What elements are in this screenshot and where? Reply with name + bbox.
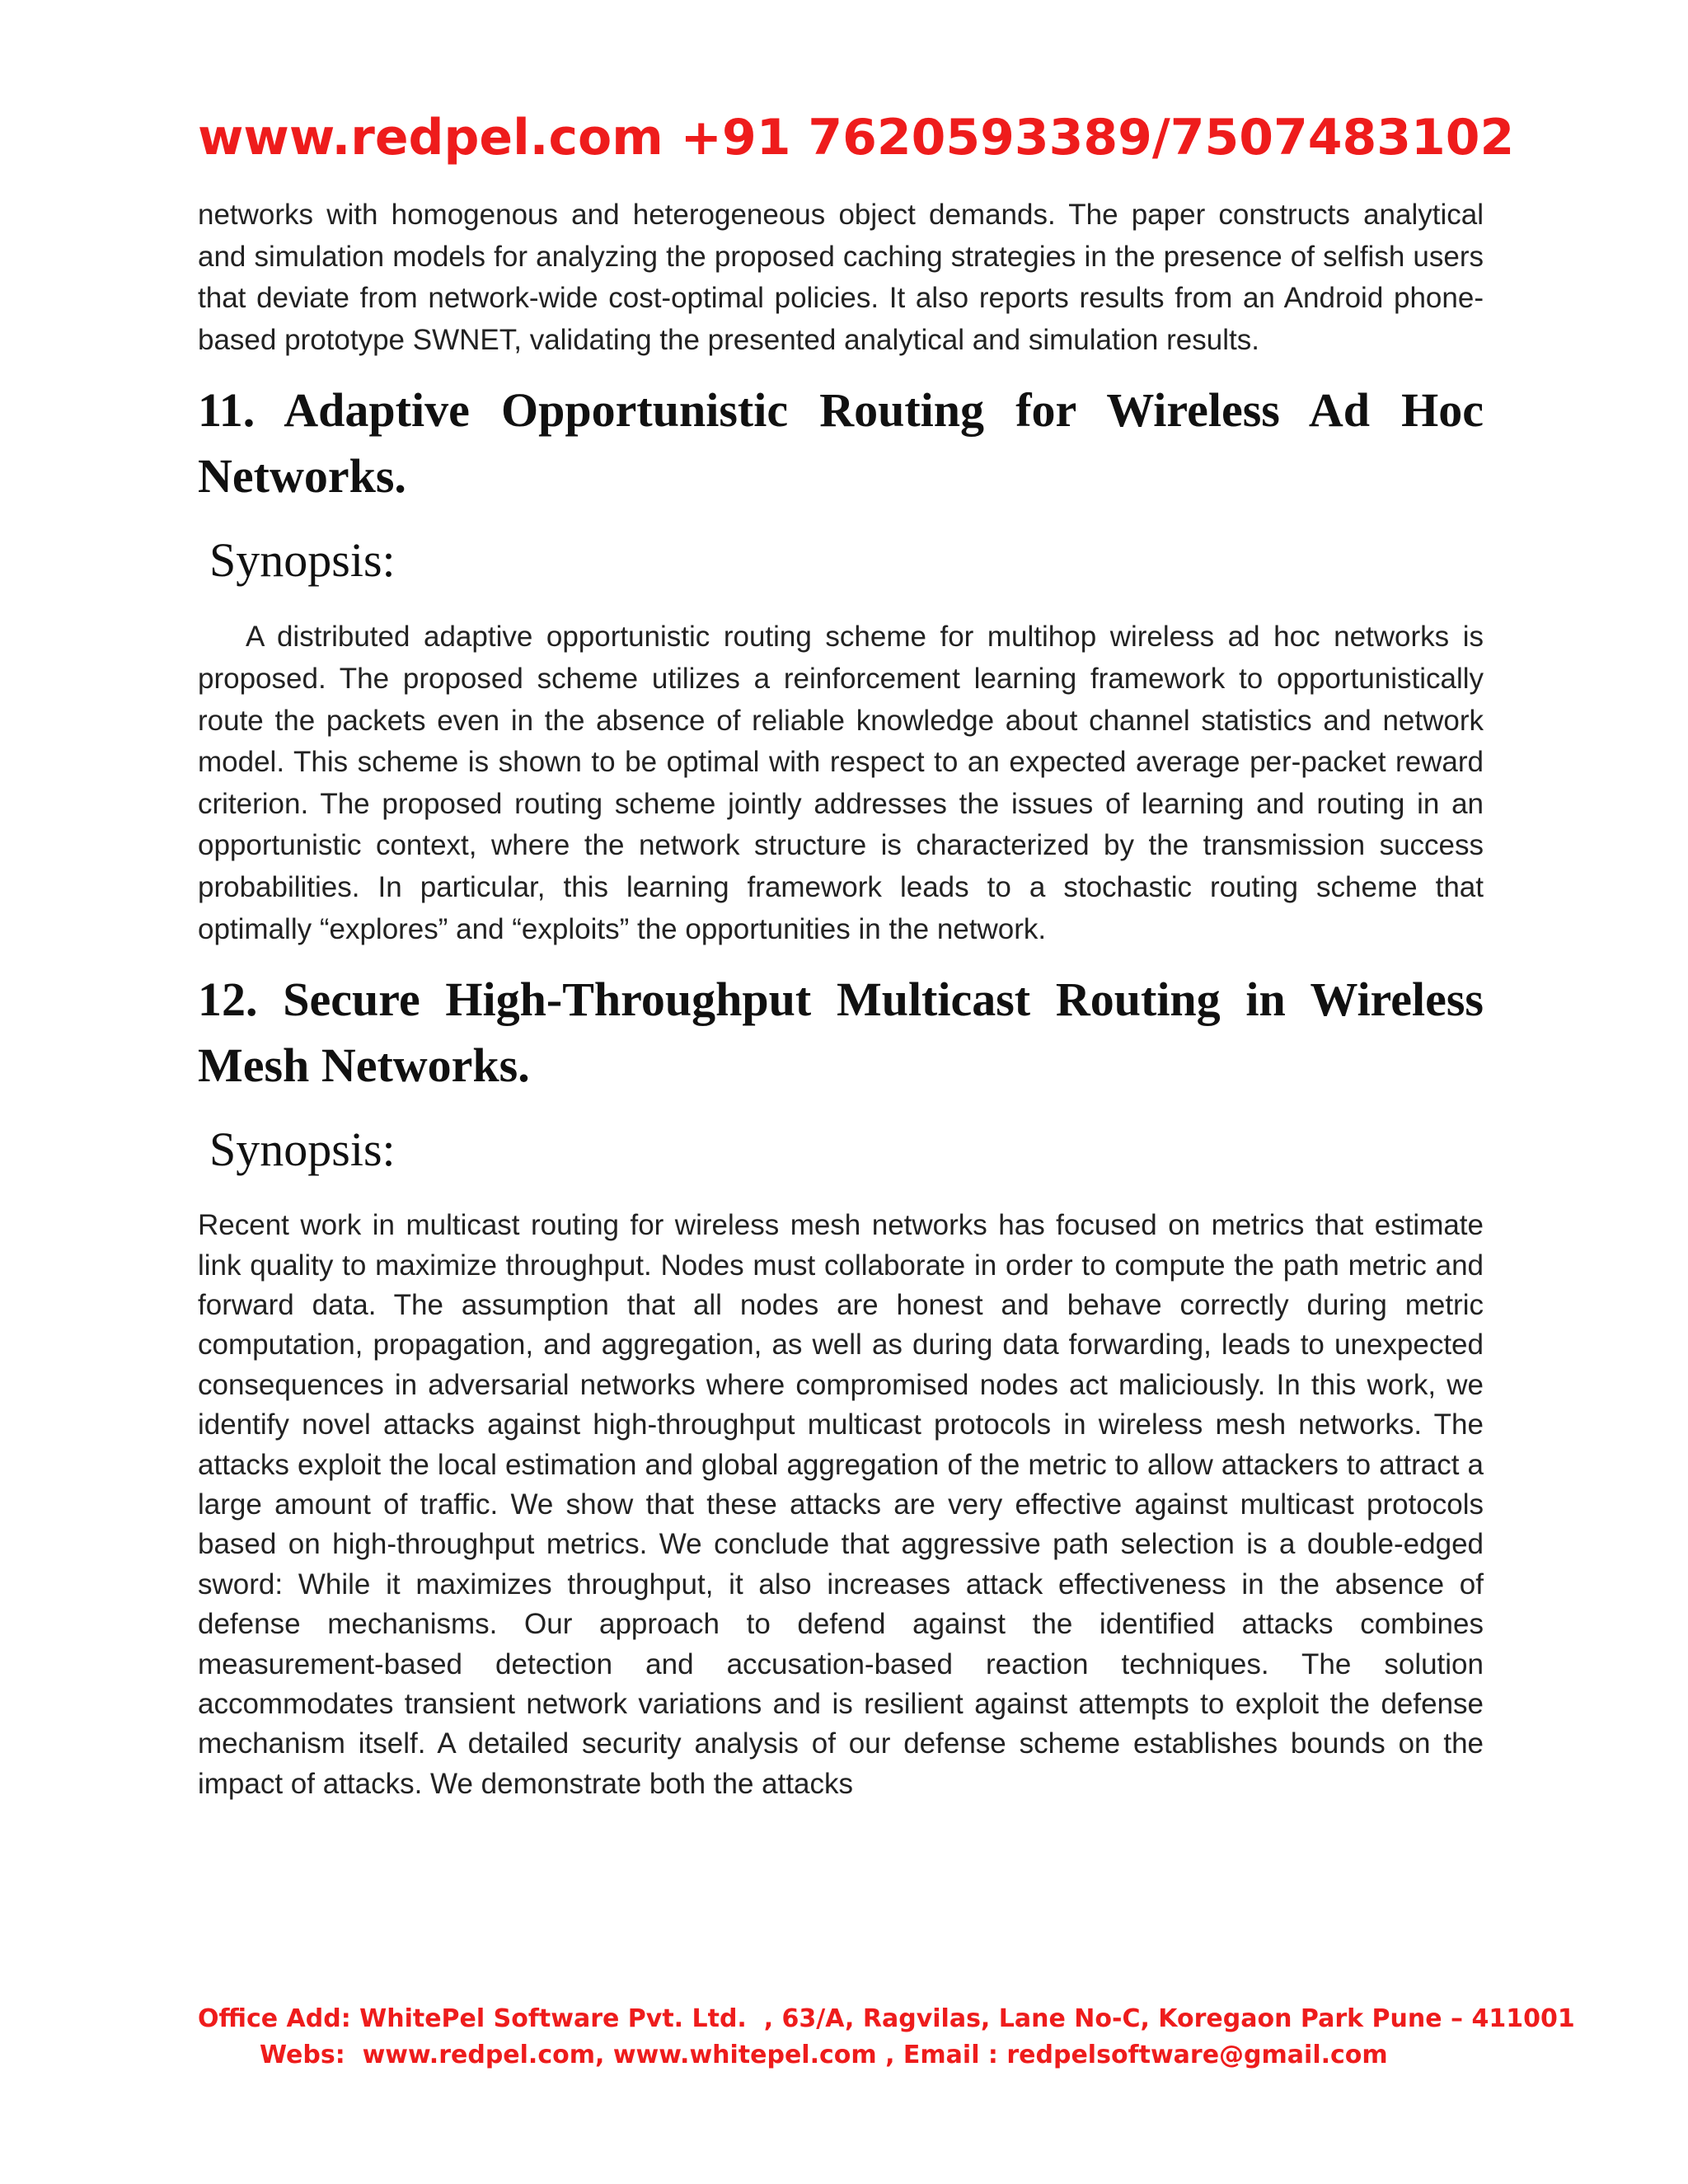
intro-paragraph: networks with homogenous and heterogeneous object demands. The paper constructs analytical and simulation models for analyzing the proposed caching strategies in the presence of selfish users that deviate from network-wide cost-optimal policies. It also reports results from an Android phone-based prototype SWNET, validating the presented analytical and simulation results. (198, 199, 1484, 356)
main-content (198, 194, 1484, 1804)
section-title: 11. Adaptive Opportunistic Routing for Wireless Ad Hoc Networks. (198, 383, 1484, 504)
section-body: A distributed adaptive opportunistic routing scheme for multihop wireless ad hoc networks is proposed. The proposed scheme utilizes a reinforcement learning framework to opportunistically route the packets even in the absence of reliable knowledge about channel statistics and network model. This scheme is shown to be optimal with respect to an expected average per-packet reward criterion. The proposed routing scheme jointly addresses the issues of learning and routing in an opportunistic context, where the network structure is characterized by the transmission success probabilities. In particular, this learning framework leads to a stochastic routing scheme that optimally “explores” and “exploits” the opportunities in the network. (198, 621, 1484, 945)
footer-address: Office Add: WhitePel Software Pvt. Ltd. , 63/A, Ragvilas, Lane No-C, Koregaon Park Pune – 411001 (198, 2004, 1575, 2033)
section-12 (198, 967, 1484, 1804)
synopsis-label: Synopsis: (209, 1122, 396, 1177)
section-11 (198, 377, 1484, 950)
section-body: Recent work in multicast routing for wireless mesh networks has focused on metrics that estimate link quality to maximize throughput. Nodes must collaborate in order to compute the path metric and forward data. The assumption that all nodes are honest and behave correctly during metric computation, propagation, and aggregation, as well as during data forwarding, leads to unexpected consequences in adversarial networks where compromised nodes act maliciously. In this work, we identify novel attacks against high-throughput multicast protocols in wireless mesh networks. The attacks exploit the local estimation and global aggregation of the metric to allow attackers to attract a large amount of traffic. We show that these attacks are very effective against multicast protocols based on high-throughput metrics. We conclude that aggressive path selection is a double-edged sword: While it maximizes throughput, it also increases attack effectiveness in the absence of defense mechanisms. Our approach to defend against the identified attacks combines measurement-based detection and accusation-based reaction techniques. The solution accommodates transient network variations and is resilient against attempts to exploit the defense mechanism itself. A detailed security analysis of our defense scheme establishes bounds on the impact of attacks. We demonstrate both the attacks (198, 1209, 1484, 1800)
section-title: 12. Secure High-Throughput Multicast Routing in Wireless Mesh Networks. (198, 972, 1484, 1093)
footer-web-email: Webs: www.redpel.com, www.whitepel.com , Email : redpelsoftware@gmail.com (260, 2041, 1388, 2069)
synopsis-label: Synopsis: (209, 533, 396, 588)
header-contact-line: www.redpel.com +91 7620593389/7507483102 (198, 109, 1515, 166)
